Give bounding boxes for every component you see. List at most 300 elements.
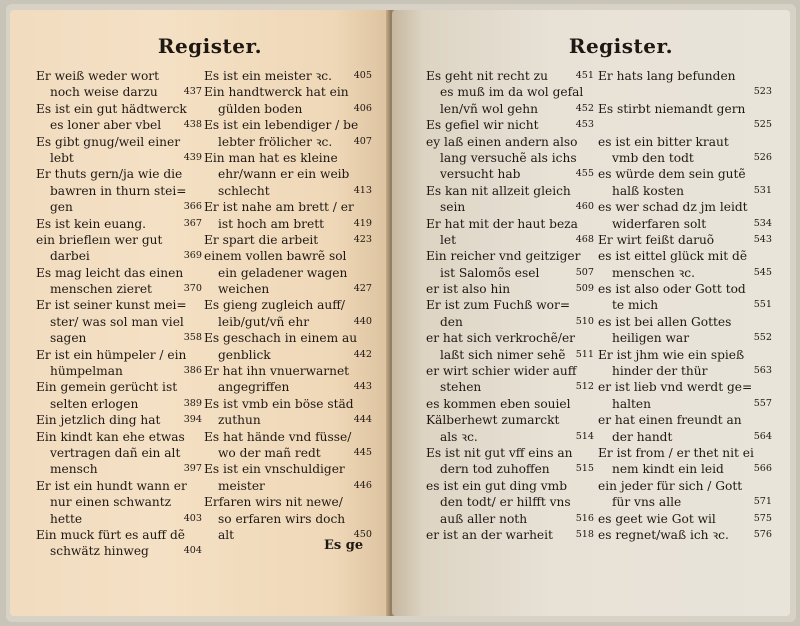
register-entry — [36, 183, 202, 199]
right-column-2 — [598, 68, 772, 543]
register-entry — [598, 117, 772, 133]
entry-page-number: 545 — [753, 266, 772, 278]
register-entry — [598, 101, 772, 117]
register-entry — [204, 101, 372, 117]
entry-page-number: 403 — [183, 512, 202, 524]
register-entry — [426, 297, 594, 313]
register-entry — [36, 379, 202, 395]
register-entry — [36, 134, 202, 150]
entry-page-number: 437 — [183, 86, 202, 98]
entry-page-number: 439 — [183, 151, 202, 163]
entry-page-number: 440 — [353, 315, 372, 327]
entry-page-number: 509 — [575, 283, 594, 295]
entry-text: der handt — [612, 429, 673, 444]
entry-text: er ist also hin — [426, 282, 511, 297]
left-column-1 — [36, 68, 202, 560]
entry-text: meister — [218, 478, 265, 493]
register-entry — [36, 199, 202, 215]
register-entry — [36, 511, 202, 527]
entry-text: genblick — [218, 347, 271, 362]
entry-text: Es kan nit allzeit gleich — [426, 183, 571, 198]
entry-text: er wirt schier wider auff — [426, 364, 577, 379]
register-entry — [426, 166, 594, 182]
register-entry — [204, 396, 372, 412]
register-entry — [204, 347, 372, 363]
entry-text: so erfaren wirs doch — [218, 511, 346, 526]
register-entry — [598, 445, 772, 461]
register-entry — [598, 297, 772, 313]
register-entry — [36, 84, 202, 100]
entry-page-number: 452 — [575, 102, 594, 114]
entry-text: hinder der thür — [612, 364, 708, 379]
entry-text: Er hat ihn vnuerwarnet — [204, 364, 350, 379]
register-entry — [36, 412, 202, 428]
register-entry — [598, 150, 772, 166]
entry-page-number: 518 — [575, 528, 594, 540]
register-entry — [426, 248, 594, 264]
register-entry — [204, 478, 372, 494]
entry-page-number: 571 — [753, 496, 772, 508]
entry-text: Er hats lang befunden — [598, 69, 736, 83]
register-entry — [598, 527, 772, 543]
register-entry — [36, 396, 202, 412]
entry-page-number: 443 — [353, 381, 372, 393]
entry-page-number: 512 — [575, 381, 594, 393]
entry-text: es loner aber vbel — [50, 118, 162, 133]
entry-text: menschen ꝛc. — [612, 265, 695, 280]
entry-text: Er ist ein hümpeler / ein — [36, 347, 187, 362]
entry-page-number: 445 — [353, 446, 372, 458]
register-entry — [598, 265, 772, 281]
entry-text: ein geladener wagen — [218, 265, 348, 280]
register-entry — [426, 117, 594, 133]
register-entry — [204, 363, 372, 379]
entry-text: einem vollen bawrẽ sol — [204, 249, 347, 264]
entry-text: den todt/ er hilfft vns — [440, 495, 571, 510]
entry-text: Es ist nit gut vff eins an — [426, 445, 573, 460]
entry-text: lebter frölicher ꝛc. — [218, 134, 333, 149]
entry-page-number: 442 — [353, 348, 372, 360]
entry-text: es ist eittel glück mit dẽ — [598, 249, 748, 264]
entry-text: Es ist kein euang. — [36, 216, 147, 231]
entry-text: Es stirbt niemandt gern — [598, 101, 746, 116]
register-entry — [36, 429, 202, 445]
register-entry — [598, 478, 772, 494]
entry-text: Es hat hände vnd füsse/ — [204, 429, 352, 444]
entry-page-number: 367 — [183, 217, 202, 229]
entry-text: ein briefleın wer gut — [36, 232, 163, 247]
right-column-1 — [426, 68, 594, 543]
entry-page-number: 523 — [753, 86, 772, 98]
entry-text: mensch — [50, 462, 98, 477]
entry-page-number: 543 — [753, 233, 772, 245]
register-entry — [598, 363, 772, 379]
entry-text: Es gieng zugleich auff/ — [204, 298, 345, 313]
register-entry — [204, 445, 372, 461]
entry-page-number: 460 — [575, 201, 594, 213]
entry-page-number: 450 — [353, 528, 372, 540]
register-entry — [36, 314, 202, 330]
register-entry — [426, 265, 594, 281]
register-entry — [598, 183, 772, 199]
entry-text: schlecht — [218, 183, 270, 198]
register-entry — [426, 527, 594, 543]
entry-text: es regnet/waß ich ꝛc. — [598, 527, 729, 542]
entry-text: zuthun — [218, 413, 261, 428]
entry-text: len/vñ wol gehn — [440, 101, 538, 116]
register-entry — [204, 84, 372, 100]
register-entry — [426, 199, 594, 215]
entry-text: Ein reicher vnd geitziger — [426, 249, 581, 264]
entry-text: menschen zieret — [50, 282, 152, 297]
entry-text: Er ist jhm wie ein spieß — [598, 347, 745, 362]
register-entry — [598, 396, 772, 412]
entry-text: ster/ was sol man viel — [50, 314, 184, 329]
entry-page-number: 366 — [183, 201, 202, 213]
entry-text: heiligen war — [612, 331, 690, 346]
entry-text: ey laß einen andern also — [426, 134, 578, 149]
entry-text: Es ist ein lebendiger / be — [204, 118, 359, 133]
entry-text: es würde dem sein gutẽ — [598, 167, 746, 182]
left-page — [10, 10, 390, 616]
entry-text: Ein muck fürt es auff dẽ — [36, 527, 185, 542]
register-entry — [204, 379, 372, 395]
entry-text: nem kindt ein leid — [612, 462, 724, 477]
entry-text: wo der mañ redt — [218, 445, 321, 460]
register-entry — [204, 68, 372, 84]
register-entry — [426, 216, 594, 232]
entry-text: halß kosten — [612, 183, 684, 198]
entry-page-number: 564 — [753, 430, 772, 442]
register-entry — [426, 183, 594, 199]
entry-page-number: 534 — [753, 217, 772, 229]
register-entry — [36, 347, 202, 363]
entry-text: Es ist ein vnschuldiger — [204, 462, 345, 477]
entry-text: Es mag leicht das einen — [36, 265, 184, 280]
entry-text: Kälberhewt zumarckt — [426, 413, 560, 428]
register-entry — [204, 297, 372, 313]
entry-page-number: 444 — [353, 414, 372, 426]
register-entry — [426, 134, 594, 150]
register-entry — [598, 199, 772, 215]
register-entry — [36, 494, 202, 510]
register-entry — [598, 216, 772, 232]
entry-text: selten erlogen — [50, 396, 139, 411]
register-entry — [204, 265, 372, 281]
register-entry — [598, 461, 772, 477]
entry-text: Es ist ein gut hädtwerck — [36, 101, 187, 116]
entry-text: Er weiß weder wort — [36, 69, 160, 83]
entry-page-number: 511 — [575, 348, 594, 360]
entry-page-number: 419 — [353, 217, 372, 229]
register-entry — [204, 412, 372, 428]
entry-text: vmb den todt — [612, 150, 694, 165]
entry-text: halten — [612, 396, 651, 411]
register-entry — [426, 396, 594, 412]
entry-text: darbei — [50, 249, 90, 264]
register-entry — [426, 511, 594, 527]
register-entry — [598, 412, 772, 428]
entry-text: Er ist zum Fuchß wor= — [426, 298, 571, 313]
entry-page-number: 515 — [575, 463, 594, 475]
catchword: Es ge — [324, 538, 364, 553]
entry-text: ehr/wann er ein weib — [218, 167, 350, 182]
register-entry — [36, 232, 202, 248]
register-entry — [598, 511, 772, 527]
right-page-heading: Register. — [568, 34, 674, 58]
entry-page-number: 531 — [753, 184, 772, 196]
entry-text: auß aller noth — [440, 511, 528, 526]
register-entry — [204, 232, 372, 248]
entry-text: Ein handtwerck hat ein — [204, 85, 349, 100]
entry-page-number: 551 — [753, 299, 772, 311]
register-entry — [426, 379, 594, 395]
register-entry — [426, 84, 594, 100]
register-entry — [426, 281, 594, 297]
entry-text: alt — [218, 527, 235, 542]
register-entry — [36, 166, 202, 182]
register-entry — [36, 330, 202, 346]
register-entry — [204, 281, 372, 297]
entry-text: es geet wie Got wil — [598, 511, 716, 526]
entry-page-number: 407 — [353, 135, 372, 147]
register-entry — [204, 511, 372, 527]
entry-page-number: 516 — [575, 512, 594, 524]
entry-page-number: 563 — [753, 365, 772, 377]
entry-text: widerfaren solt — [612, 216, 707, 231]
entry-text: noch weise darzu — [50, 85, 158, 100]
register-entry — [598, 494, 772, 510]
entry-text: lang versuchẽ als ichs — [440, 150, 577, 165]
entry-text: schwätz hinweg — [50, 544, 149, 559]
entry-page-number: 394 — [183, 414, 202, 426]
register-entry — [204, 117, 372, 133]
entry-text: lebt — [50, 150, 74, 165]
register-entry — [204, 494, 372, 510]
entry-page-number: 526 — [753, 151, 772, 163]
register-entry — [598, 68, 772, 84]
entry-text: Er wirt feißt daruõ — [598, 232, 715, 247]
register-entry — [426, 494, 594, 510]
entry-page-number: 397 — [183, 463, 202, 475]
entry-page-number: 507 — [575, 266, 594, 278]
entry-page-number: 576 — [753, 528, 772, 540]
register-entry — [426, 101, 594, 117]
register-entry — [204, 429, 372, 445]
entry-text: gen — [50, 200, 73, 215]
entry-page-number: 510 — [575, 315, 594, 327]
register-entry — [204, 183, 372, 199]
entry-text: es ist ein bitter kraut — [598, 134, 729, 149]
register-entry — [598, 248, 772, 264]
register-entry — [36, 216, 202, 232]
register-entry — [426, 68, 594, 84]
book-spread — [6, 4, 796, 622]
register-entry — [36, 265, 202, 281]
entry-text: Es geschach in einem au — [204, 331, 358, 346]
entry-page-number: 369 — [183, 250, 202, 262]
register-entry — [598, 281, 772, 297]
entry-text: hümpelman — [50, 364, 123, 379]
entry-text: als ꝛc. — [440, 429, 478, 444]
entry-text: angegriffen — [218, 380, 290, 395]
register-entry — [426, 412, 594, 428]
entry-text: dern tod zuhoffen — [440, 462, 550, 477]
entry-page-number: 453 — [575, 119, 594, 131]
register-entry — [598, 134, 772, 150]
entry-text: es ist bei allen Gottes — [598, 314, 732, 329]
register-entry — [426, 314, 594, 330]
entry-text: ein jeder für sich / Gott — [598, 478, 743, 493]
entry-page-number: 413 — [353, 184, 372, 196]
register-entry — [36, 445, 202, 461]
register-entry — [204, 150, 372, 166]
register-entry — [36, 543, 202, 559]
entry-text: bawren in thurn stei= — [50, 183, 187, 198]
entry-page-number: 557 — [753, 397, 772, 409]
entry-text: Er ist nahe am brett / er — [204, 200, 354, 215]
register-entry — [36, 248, 202, 264]
entry-page-number: 575 — [753, 512, 772, 524]
register-entry — [426, 445, 594, 461]
entry-page-number: 423 — [353, 233, 372, 245]
entry-page-number: 389 — [183, 397, 202, 409]
entry-text: Erfaren wirs nit newe/ — [204, 495, 343, 510]
register-entry — [598, 84, 772, 100]
register-entry — [36, 281, 202, 297]
register-entry — [426, 363, 594, 379]
entry-page-number: 455 — [575, 168, 594, 180]
entry-text: gülden boden — [218, 101, 303, 116]
entry-text: hette — [50, 511, 83, 526]
entry-text: leib/gut/vñ ehr — [218, 314, 310, 329]
entry-text: für vns alle — [612, 495, 682, 510]
register-entry — [36, 461, 202, 477]
entry-text: Ein kindt kan ehe etwas — [36, 429, 185, 444]
entry-text: Er hat mit der haut beza — [426, 216, 578, 231]
entry-text: es kommen eben souiel — [426, 396, 571, 411]
register-entry — [204, 330, 372, 346]
register-entry — [204, 134, 372, 150]
register-entry — [204, 216, 372, 232]
entry-page-number: 386 — [183, 365, 202, 377]
register-entry — [598, 232, 772, 248]
entry-page-number: 406 — [353, 102, 372, 114]
register-entry — [36, 68, 202, 84]
left-column-2 — [204, 68, 372, 543]
register-entry — [36, 363, 202, 379]
register-entry — [426, 347, 594, 363]
register-entry — [36, 297, 202, 313]
register-entry — [598, 314, 772, 330]
entry-text: nur einen schwantz — [50, 495, 172, 510]
entry-page-number: 446 — [353, 479, 372, 491]
entry-text: Er ist seiner kunst mei= — [36, 298, 187, 313]
entry-page-number: 451 — [575, 70, 594, 81]
entry-text: Er ist ein hundt wann er — [36, 478, 187, 493]
entry-text: ist hoch am brett — [218, 216, 324, 231]
register-entry — [36, 478, 202, 494]
left-page-heading: Register. — [157, 34, 263, 58]
register-entry — [598, 379, 772, 395]
entry-text: vertragen dañ ein alt — [50, 445, 181, 460]
entry-page-number: 404 — [183, 545, 202, 557]
entry-text: sagen — [50, 331, 87, 346]
register-entry — [426, 150, 594, 166]
entry-page-number: 370 — [183, 283, 202, 295]
entry-page-number: 525 — [753, 119, 772, 131]
entry-text: es muß im da wol gefal — [440, 85, 584, 100]
entry-text: er hat einen freundt an — [598, 413, 742, 428]
entry-text: te mich — [612, 298, 659, 313]
right-page — [392, 10, 790, 616]
register-entry — [204, 461, 372, 477]
register-entry — [36, 117, 202, 133]
entry-text: es wer schad dz jm leidt — [598, 200, 748, 215]
register-entry — [426, 461, 594, 477]
entry-text: let — [440, 232, 457, 247]
register-entry — [598, 330, 772, 346]
register-entry — [598, 347, 772, 363]
entry-text: Er ist from / er thet nit ei — [598, 445, 754, 460]
register-entry — [36, 527, 202, 543]
register-entry — [36, 150, 202, 166]
register-entry — [426, 478, 594, 494]
entry-text: stehen — [440, 380, 482, 395]
register-entry — [426, 232, 594, 248]
register-entry — [598, 166, 772, 182]
entry-text: laßt sich nimer sehẽ — [440, 347, 566, 362]
entry-text: Es geht nit recht zu — [426, 69, 548, 83]
entry-page-number: 552 — [753, 332, 772, 344]
entry-text: ist Salomõs esel — [440, 265, 540, 280]
entry-page-number: 405 — [353, 70, 372, 81]
entry-page-number: 427 — [353, 283, 372, 295]
entry-text: Es gibt gnug/weil einer — [36, 134, 181, 149]
entry-page-number: 514 — [575, 430, 594, 442]
entry-page-number: 468 — [575, 233, 594, 245]
entry-text: er ist lieb vnd werdt ge= — [598, 380, 753, 395]
entry-text: Er thuts gern/ja wie die — [36, 167, 183, 182]
entry-text: versucht hab — [440, 167, 521, 182]
entry-text: sein — [440, 200, 466, 215]
entry-text: er ist an der warheit — [426, 527, 553, 542]
register-entry — [204, 314, 372, 330]
register-entry — [426, 429, 594, 445]
register-entry — [426, 330, 594, 346]
entry-text: Es gefiel wir nicht — [426, 118, 539, 133]
register-entry — [598, 429, 772, 445]
entry-text: Ein man hat es kleine — [204, 150, 338, 165]
entry-text: es ist also oder Gott tod — [598, 282, 746, 297]
register-entry — [204, 199, 372, 215]
entry-page-number: 358 — [183, 332, 202, 344]
entry-text: Er spart die arbeit — [204, 232, 319, 247]
entry-text: Es ist vmb ein böse städ — [204, 396, 354, 411]
entry-text: Es ist ein meister ꝛc. — [204, 69, 332, 83]
register-entry — [36, 101, 202, 117]
entry-page-number: 566 — [753, 463, 772, 475]
entry-page-number: 438 — [183, 119, 202, 131]
entry-text: er hat sich verkrochẽ/er — [426, 331, 576, 346]
entry-text: Ein jetzlich ding hat — [36, 413, 161, 428]
entry-text: weichen — [218, 282, 270, 297]
register-entry — [204, 248, 372, 264]
register-entry — [204, 166, 372, 182]
entry-text: es ist ein gut ding vmb — [426, 478, 567, 493]
entry-text: Ein gemein gerücht ist — [36, 380, 178, 395]
entry-text: den — [440, 314, 463, 329]
